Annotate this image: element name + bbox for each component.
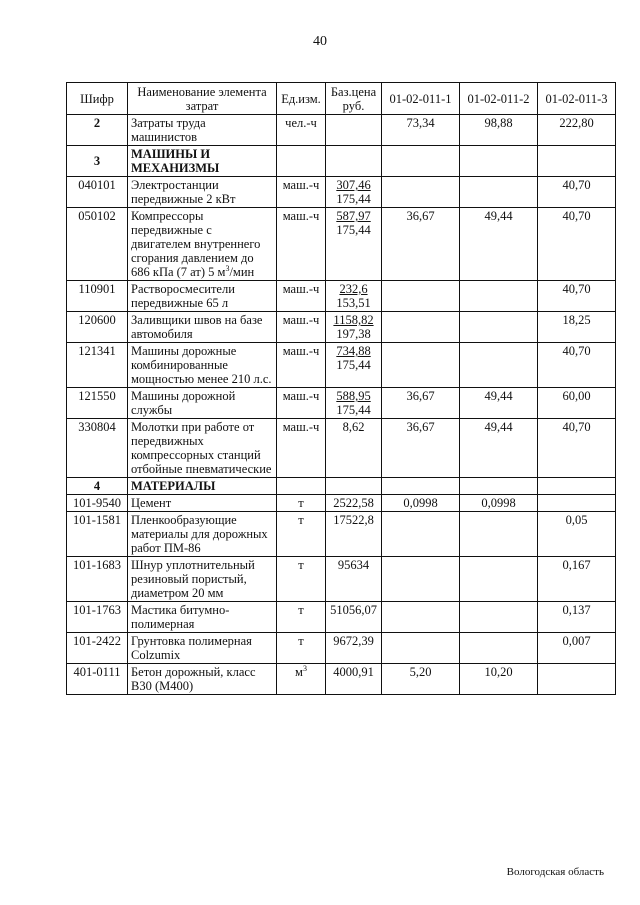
- header-col2: 01-02-011-2: [460, 83, 538, 115]
- row-value-3: [538, 664, 616, 695]
- row-unit: т: [277, 495, 326, 512]
- row-price: [326, 177, 382, 208]
- row-code: 401-0111: [67, 664, 128, 695]
- row-value-1: [382, 557, 460, 602]
- row-value-1: 73,34: [382, 115, 460, 146]
- row-name: Затраты труда машинистов: [128, 115, 277, 146]
- table-row: [67, 633, 616, 664]
- row-price: [326, 208, 382, 281]
- table-row: [67, 115, 616, 146]
- table-row: [67, 602, 616, 633]
- row-value-3: 40,70: [538, 343, 616, 388]
- section-row: [67, 478, 616, 495]
- row-code: 101-2422: [67, 633, 128, 664]
- row-code: 330804: [67, 419, 128, 478]
- row-value-3: 222,80: [538, 115, 616, 146]
- table-row: [67, 177, 616, 208]
- row-value-2: [460, 557, 538, 602]
- row-name-text: Компрессоры передвижные с двигателем внутреннего сгорания давлением до 686 кПа (7 ат) 5 м: [131, 209, 261, 279]
- header-unit: Ед.изм.: [277, 83, 326, 115]
- table-row: [67, 312, 616, 343]
- row-unit: маш.-ч: [277, 388, 326, 419]
- table-row: [67, 419, 616, 478]
- price-wage: 175,44: [336, 358, 371, 372]
- table-header-row: [67, 83, 616, 115]
- section-code: 3: [67, 146, 128, 177]
- row-price: 2522,58: [326, 495, 382, 512]
- table-row: [67, 512, 616, 557]
- header-col1: 01-02-011-1: [382, 83, 460, 115]
- row-name: Машины дорожные комбинированные мощностью менее 210 л.с.: [128, 343, 277, 388]
- row-value-3: 40,70: [538, 177, 616, 208]
- row-value-2: [460, 633, 538, 664]
- row-name: Цемент: [128, 495, 277, 512]
- row-code: 101-1683: [67, 557, 128, 602]
- row-value-3: 60,00: [538, 388, 616, 419]
- row-name: Шнур уплотнительный резиновый пористый, диаметром 20 мм: [128, 557, 277, 602]
- row-code: 2: [67, 115, 128, 146]
- row-code: 101-9540: [67, 495, 128, 512]
- price-total: 587,97: [336, 209, 371, 223]
- row-unit: т: [277, 512, 326, 557]
- row-unit-sup: 3: [302, 663, 307, 673]
- table-row: [67, 343, 616, 388]
- row-code: 121341: [67, 343, 128, 388]
- row-value-1: 36,67: [382, 419, 460, 478]
- row-name: Электростанции передвижные 2 кВт: [128, 177, 277, 208]
- row-value-2: 0,0998: [460, 495, 538, 512]
- row-price: [326, 312, 382, 343]
- row-unit: [277, 664, 326, 695]
- row-unit-text: м: [295, 665, 303, 679]
- row-code: 121550: [67, 388, 128, 419]
- row-value-1: 5,20: [382, 664, 460, 695]
- row-value-1: 36,67: [382, 208, 460, 281]
- row-name: Растворосмесители передвижные 65 л: [128, 281, 277, 312]
- price-total: 307,46: [336, 178, 371, 192]
- row-unit: чел.-ч: [277, 115, 326, 146]
- section-code: 4: [67, 478, 128, 495]
- row-value-2: [460, 281, 538, 312]
- row-value-3: 40,70: [538, 208, 616, 281]
- table-row: [67, 388, 616, 419]
- row-price: [326, 281, 382, 312]
- row-value-2: 98,88: [460, 115, 538, 146]
- row-value-3: 40,70: [538, 281, 616, 312]
- footer-region: Вологодская область: [506, 866, 604, 878]
- row-value-2: 49,44: [460, 419, 538, 478]
- row-code: 050102: [67, 208, 128, 281]
- row-value-3: 18,25: [538, 312, 616, 343]
- row-value-2: [460, 343, 538, 388]
- row-value-2: [460, 177, 538, 208]
- row-price: 51056,07: [326, 602, 382, 633]
- row-name: Заливщики швов на базе автомобиля: [128, 312, 277, 343]
- row-value-1: 36,67: [382, 388, 460, 419]
- row-value-1: 0,0998: [382, 495, 460, 512]
- row-name: Машины дорожной службы: [128, 388, 277, 419]
- row-value-2: [460, 312, 538, 343]
- row-name-sup: 3: [225, 263, 230, 273]
- row-code: 101-1763: [67, 602, 128, 633]
- page-number: 40: [313, 34, 327, 49]
- norms-table: [66, 82, 616, 695]
- row-value-2: 49,44: [460, 388, 538, 419]
- table-row: [67, 495, 616, 512]
- row-price: 8,62: [326, 419, 382, 478]
- price-wage: 197,38: [336, 327, 371, 341]
- row-price: 95634: [326, 557, 382, 602]
- row-price: 9672,39: [326, 633, 382, 664]
- price-total: 734,88: [336, 344, 371, 358]
- table-row: [67, 281, 616, 312]
- section-title: МАШИНЫ И МЕХАНИЗМЫ: [128, 146, 277, 177]
- price-wage: 175,44: [336, 223, 371, 237]
- row-value-3: 0,167: [538, 557, 616, 602]
- table-row: [67, 557, 616, 602]
- row-price: [326, 115, 382, 146]
- row-value-1: [382, 602, 460, 633]
- row-value-2: [460, 602, 538, 633]
- row-code: 101-1581: [67, 512, 128, 557]
- row-price: 17522,8: [326, 512, 382, 557]
- row-unit: т: [277, 557, 326, 602]
- price-wage: 175,44: [336, 403, 371, 417]
- row-value-1: [382, 512, 460, 557]
- price-wage: 153,51: [336, 296, 371, 310]
- row-code: 120600: [67, 312, 128, 343]
- price-wage: 175,44: [336, 192, 371, 206]
- row-name: Пленкообразующие материалы для дорожных работ ПМ-86: [128, 512, 277, 557]
- row-value-2: [460, 512, 538, 557]
- row-unit: т: [277, 602, 326, 633]
- section-title: МАТЕРИАЛЫ: [128, 478, 277, 495]
- row-name-tail: /мин: [229, 265, 255, 279]
- section-row: [67, 146, 616, 177]
- row-price: [326, 343, 382, 388]
- row-unit: маш.-ч: [277, 208, 326, 281]
- row-unit: маш.-ч: [277, 343, 326, 388]
- header-price: Баз.цена руб.: [326, 83, 382, 115]
- row-unit: маш.-ч: [277, 281, 326, 312]
- row-price: 4000,91: [326, 664, 382, 695]
- row-name: Грунтовка полимерная Colzumix: [128, 633, 277, 664]
- row-value-1: [382, 312, 460, 343]
- row-name: [128, 208, 277, 281]
- row-unit: маш.-ч: [277, 312, 326, 343]
- row-value-1: [382, 343, 460, 388]
- row-unit: маш.-ч: [277, 177, 326, 208]
- row-value-3: 0,007: [538, 633, 616, 664]
- price-total: 588,95: [336, 389, 371, 403]
- header-col3: 01-02-011-3: [538, 83, 616, 115]
- row-value-3: 0,137: [538, 602, 616, 633]
- row-value-3: 0,05: [538, 512, 616, 557]
- row-name: Бетон дорожный, класс В30 (М400): [128, 664, 277, 695]
- row-value-1: [382, 633, 460, 664]
- table-row: [67, 664, 616, 695]
- row-unit: т: [277, 633, 326, 664]
- header-name: Наименование элемента затрат: [128, 83, 277, 115]
- header-code: Шифр: [67, 83, 128, 115]
- price-total: 1158,82: [333, 313, 374, 327]
- row-name: Молотки при работе от передвижных компрессорных станций отбойные пневматические: [128, 419, 277, 478]
- row-value-1: [382, 281, 460, 312]
- row-value-2: 49,44: [460, 208, 538, 281]
- price-total: 232,6: [339, 282, 368, 296]
- row-value-3: 40,70: [538, 419, 616, 478]
- row-value-2: 10,20: [460, 664, 538, 695]
- row-name: Мастика битумно-полимерная: [128, 602, 277, 633]
- row-code: 110901: [67, 281, 128, 312]
- row-value-1: [382, 177, 460, 208]
- row-value-3: [538, 495, 616, 512]
- row-code: 040101: [67, 177, 128, 208]
- table-row: [67, 208, 616, 281]
- row-unit: маш.-ч: [277, 419, 326, 478]
- row-price: [326, 388, 382, 419]
